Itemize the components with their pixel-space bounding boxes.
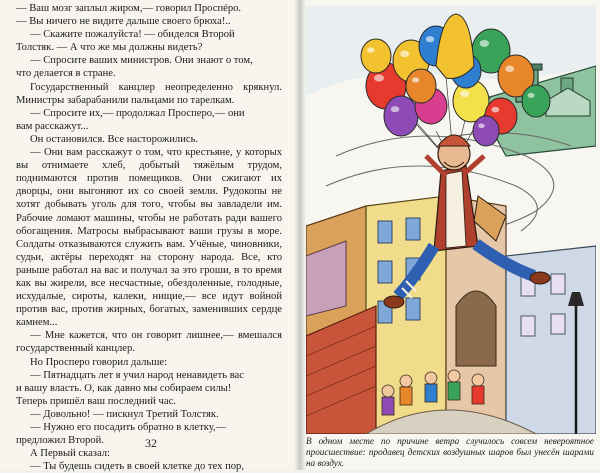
- text-line: — Довольно! — пискнул Третий Толстяк.: [30, 408, 219, 420]
- balloon-highlight: [391, 106, 400, 112]
- text-line: Толстяк. — А что же мы должны видеть?: [16, 42, 203, 54]
- balloon-highlight: [400, 51, 409, 57]
- text-line: — Скажите пожалуйста! — обиделся Второй: [30, 29, 235, 41]
- text-paragraph: Он остановился. Все насторожились.: [30, 133, 199, 145]
- text-line: — Пятнадцать лет я учил народ ненавидеть вас: [30, 369, 244, 381]
- text-line: Теперь пришёл ваш последний час.: [16, 395, 176, 407]
- text-line: А Первый сказал:: [30, 448, 110, 460]
- text-paragraph: — Мне кажется, что он говорит лишнее,— вмешался государственный канцлер.: [16, 330, 282, 355]
- text-line: что делается в стране.: [16, 68, 116, 80]
- page-number: 32: [145, 436, 157, 450]
- text-line: — Ваш мозг заплыл жиром,— говорил Проспéро.: [16, 3, 242, 14]
- text-line: — Нужно его посадить обратно в клетку,—: [30, 422, 227, 433]
- balloon-highlight: [367, 47, 375, 52]
- balloon-highlight: [412, 77, 420, 82]
- balloon-highlight: [491, 107, 499, 113]
- text-paragraph: Государственный канцлер неопределенно крякнул. Министры забарабанили пальцами по тарелкам.: [16, 81, 282, 106]
- text-line: и вашу власть. О, как давно мы собираем силы!: [16, 382, 232, 394]
- text-paragraph: — Они вам расскажут о том, что крестьяне, у которых вы отнимаете хлеб, добытый тяжёлым трудом, поднимаются против помещиков. Они сжигают их дворцы, они выгоняют их со своей земли. Рудокопы не хотят добывать уголь для того, чтобы вы завладели им. Рабочие ломают машины, чтобы не работать ради вашего обогащения. Матросы выбрасывают ваши грузы в море. Солдаты отказываются служить вам. Учёные, чиновники, судьи, актёры переходят на сторону народа. Все, кто раньше работал на вас и получал за это гроши, в то время как вы жирели, все несчастные, обездоленные, голодные, исхудалые, сироты, калеки, нищие,— все идут войной против вас, против жирных, богатых, заменивших сердце камнем...: [16, 147, 282, 329]
- balloon-highlight: [374, 74, 384, 81]
- balloon-highlight: [480, 40, 490, 47]
- balloon-highlight: [460, 91, 469, 97]
- seller-shoe-left: [384, 296, 404, 308]
- balloon-highlight: [426, 36, 435, 42]
- text-line: — Вы ничего не видите дальше своего брюха!..: [16, 16, 231, 28]
- text-line: — Спросите ваших министров. Они знают о том,: [30, 55, 253, 67]
- text-line: — Спросите их,— продолжал Просперо,— они: [30, 107, 245, 119]
- balloon: [406, 69, 436, 103]
- text-line: Но Просперо говорил дальше:: [30, 356, 168, 368]
- text-line: вам расскажут...: [16, 120, 89, 132]
- text-line: предложил Второй.: [16, 435, 104, 447]
- balloon: [361, 39, 391, 73]
- balloon: [522, 85, 550, 117]
- balloon-highlight: [505, 66, 514, 72]
- seller-shirt: [446, 171, 466, 248]
- book-gutter-shadow: [294, 0, 306, 470]
- seller-shoe-right: [530, 272, 550, 284]
- balloon: [384, 96, 418, 136]
- text-line: — Ты будешь сидеть в своей клетке до тех пор,: [30, 461, 244, 473]
- balloon-highlight: [528, 93, 535, 98]
- illustration-caption: В одном месте по причине ветра случилось совсем невероятное происшествие: продавец детских воздушных шаров был унесён шарами на воздух.: [306, 436, 594, 468]
- balloon-highlight: [478, 123, 485, 128]
- illustration-balloon-seller: [306, 6, 596, 434]
- archway-door: [456, 291, 496, 366]
- body-text: [16, 2, 282, 473]
- balloon: [473, 116, 499, 146]
